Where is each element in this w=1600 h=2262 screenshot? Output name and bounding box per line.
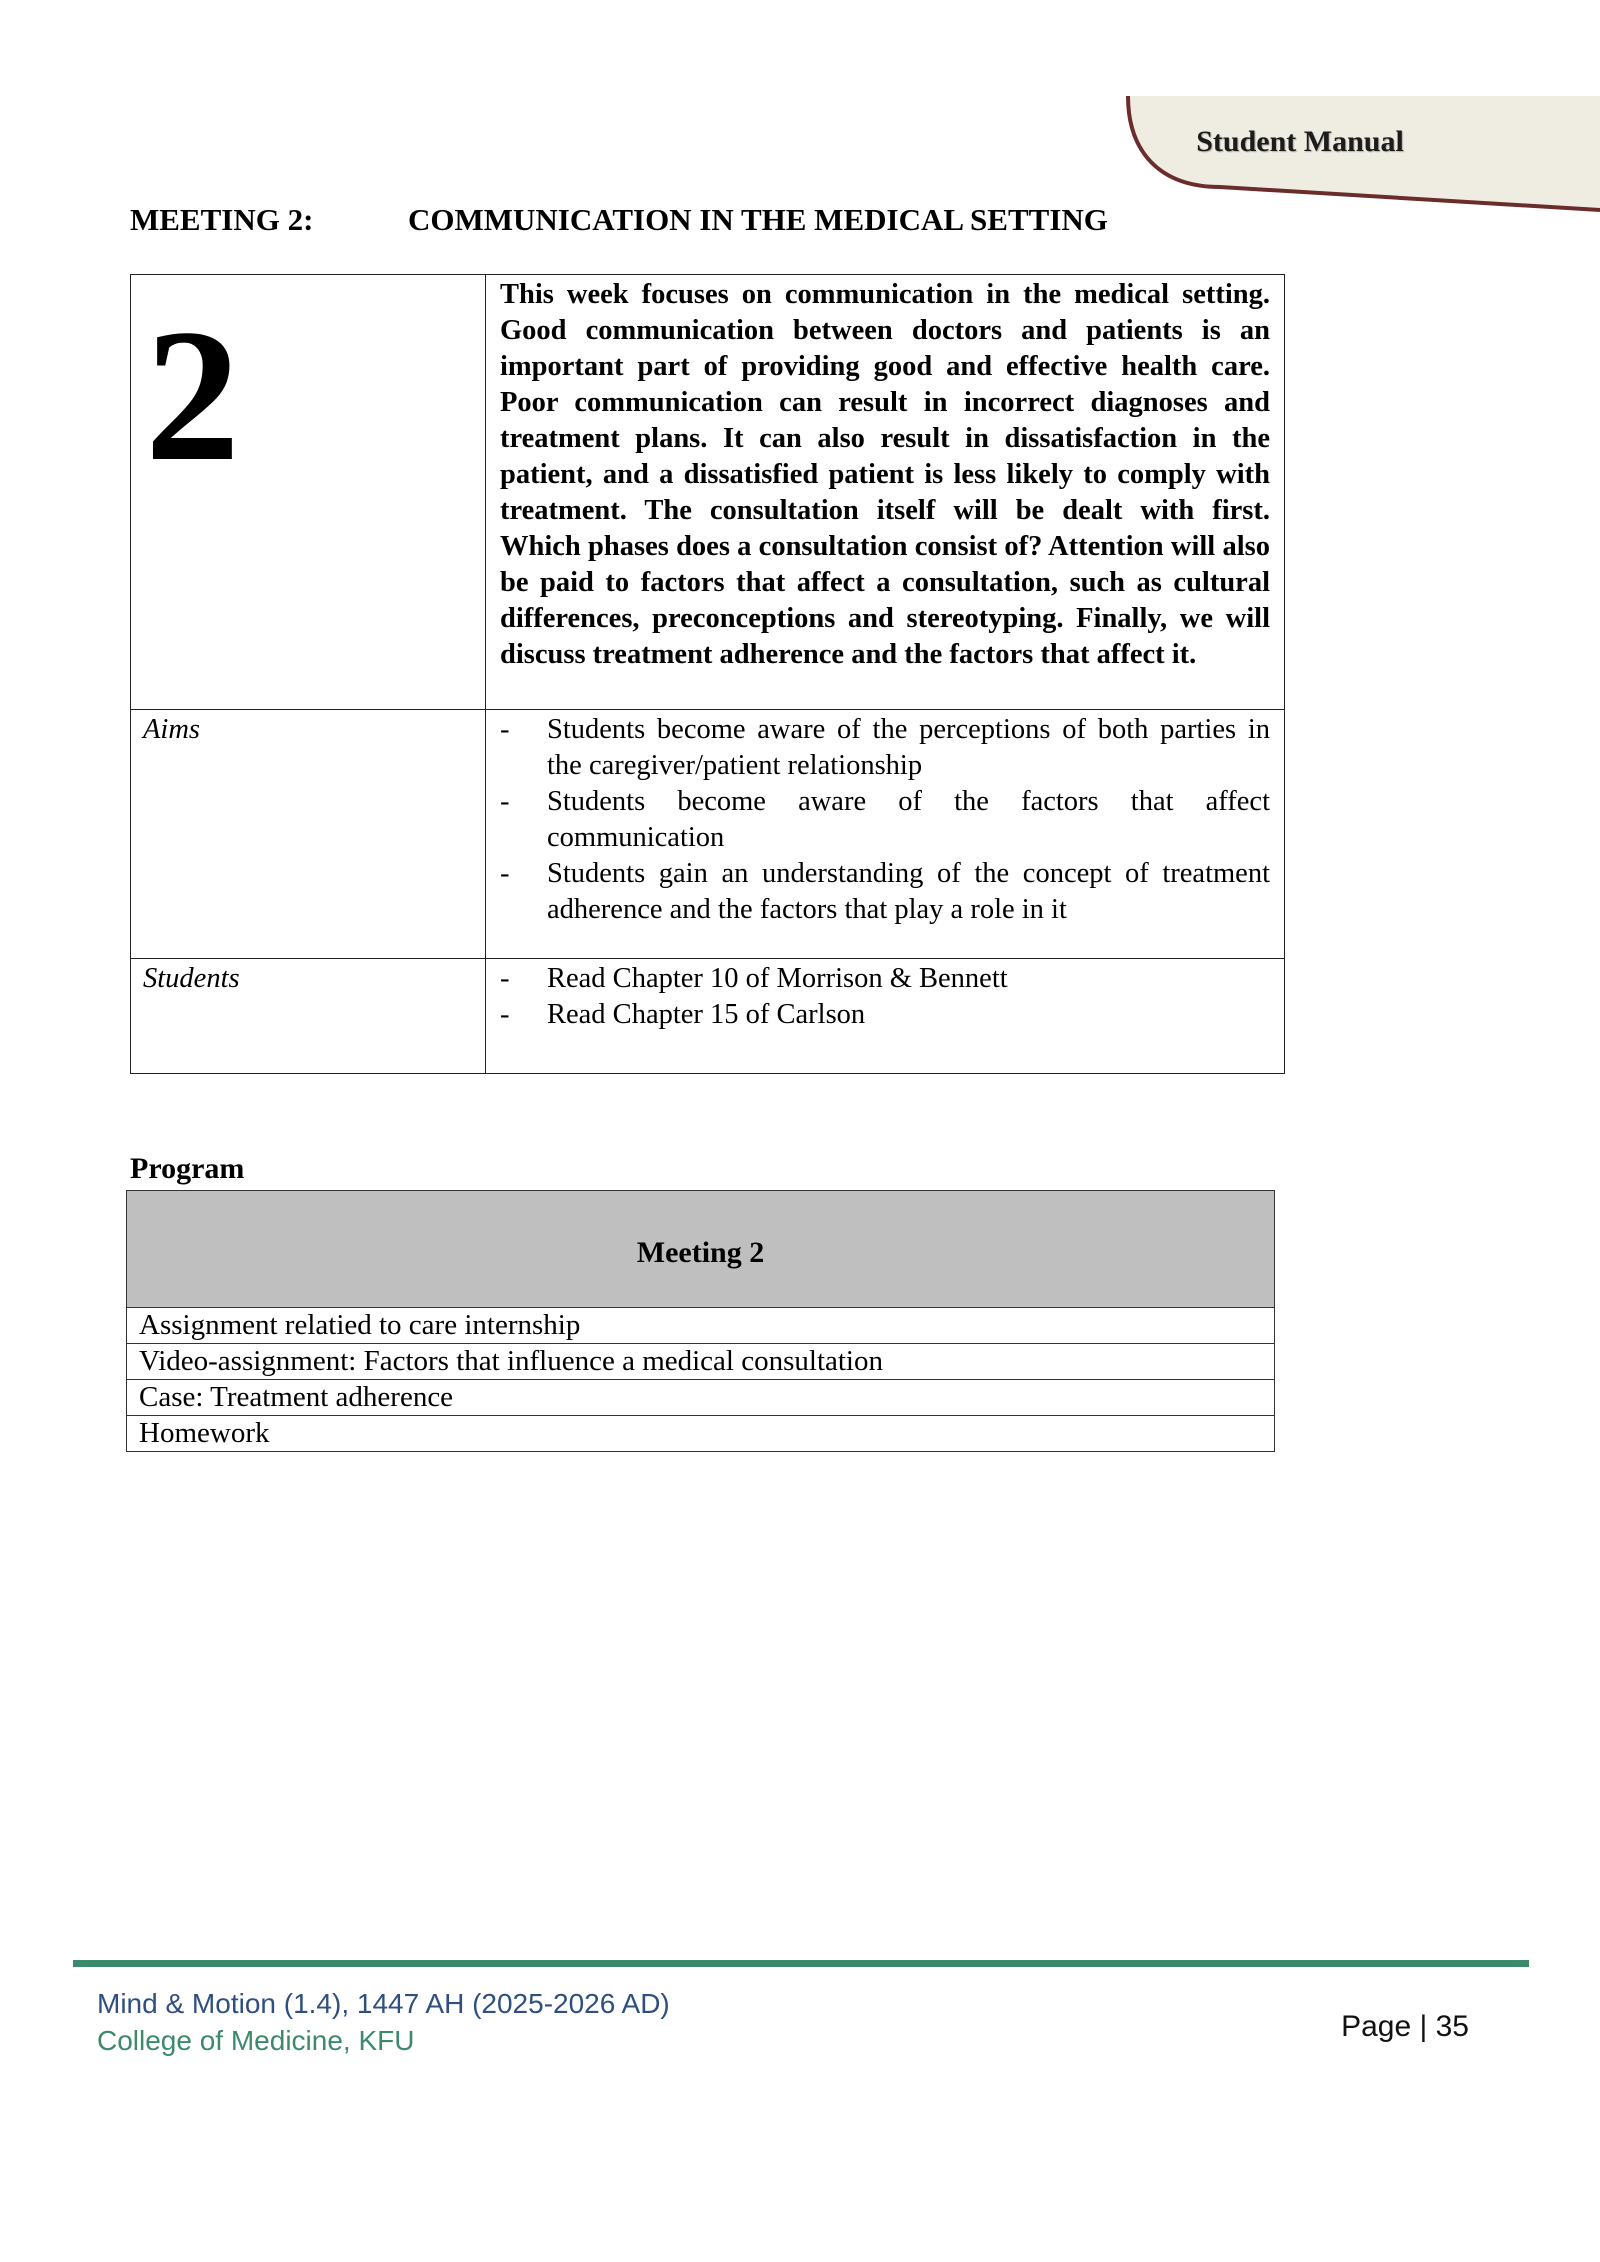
meeting-label: MEETING 2:: [130, 202, 314, 237]
aims-row: [131, 710, 1285, 959]
list-item: [500, 712, 1270, 784]
dash-bullet: -: [500, 999, 510, 1030]
students-cell: [486, 959, 1285, 1074]
meeting-info-table: [130, 274, 1285, 1074]
table-row: [127, 1416, 1275, 1452]
aims-cell: [486, 710, 1285, 959]
intro-text: This week focuses on communication in the medical setting. Good communication between doctors and patients is an important part of providing good and effective health care. Poor communication can result in incorrect diagnoses and treatment plans. It can also result in dissatisfaction in the patient, and a dissatisfied patient is less likely to comply with treatment. The consultation itself will be dealt with first. Which phases does a consultation consist of? Attention will also be paid to factors that affect a consultation, such as cultural differences, preconceptions and stereotyping. Finally, we will discuss treatment adherence and the factors that affect it.: [500, 279, 1270, 670]
table-row: [127, 1344, 1275, 1380]
list-item: [500, 784, 1270, 856]
student-manual-tab: [1120, 92, 1600, 216]
dash-bullet: -: [500, 714, 510, 745]
aim-text: Students gain an understanding of the concept of treatment adherence and the factors that play a role in it: [547, 858, 1270, 925]
tab-label: Student Manual: [1196, 125, 1404, 158]
dash-bullet: -: [500, 858, 510, 889]
page-number: Page | 35: [1341, 2010, 1469, 2043]
program-item: Video-assignment: Factors that influence a medical consultation: [127, 1344, 1275, 1380]
meeting-number: 2: [145, 291, 240, 501]
students-label-cell: [131, 959, 486, 1074]
list-item: [500, 997, 1270, 1033]
reading-text: Read Chapter 15 of Carlson: [547, 999, 866, 1030]
students-list: [500, 961, 1270, 1033]
dash-bullet: -: [500, 786, 510, 817]
aims-label: Aims: [143, 714, 200, 745]
aims-label-cell: [131, 710, 486, 959]
footer-divider: [73, 1960, 1529, 1967]
aims-list: [500, 712, 1270, 928]
students-row: [131, 959, 1285, 1074]
list-item: [500, 961, 1270, 997]
program-item: Assignment relatied to care internship: [127, 1308, 1275, 1344]
dash-bullet: -: [500, 963, 510, 994]
program-header-row: [127, 1191, 1275, 1308]
program-item: Homework: [127, 1416, 1275, 1452]
program-item: Case: Treatment adherence: [127, 1380, 1275, 1416]
list-item: [500, 856, 1270, 928]
program-table-header: Meeting 2: [127, 1191, 1275, 1308]
footer-course-info: Mind & Motion (1.4), 1447 AH (2025-2026 AD): [97, 1988, 670, 2019]
program-title: Program: [130, 1152, 245, 1185]
reading-text: Read Chapter 10 of Morrison & Bennett: [547, 963, 1008, 994]
students-label: Students: [143, 963, 240, 994]
program-table: [126, 1190, 1275, 1452]
table-row: [127, 1380, 1275, 1416]
intro-row: [131, 275, 1285, 710]
aim-text: Students become aware of the factors that affect communication: [547, 786, 1270, 853]
intro-cell: [486, 275, 1285, 710]
aim-text: Students become aware of the perceptions of both parties in the caregiver/patient relationship: [547, 714, 1270, 781]
table-row: [127, 1308, 1275, 1344]
meeting-title: COMMUNICATION IN THE MEDICAL SETTING: [408, 202, 1108, 237]
number-cell: [131, 275, 486, 710]
meeting-heading: [130, 202, 1280, 238]
footer-college: College of Medicine, KFU: [97, 2025, 415, 2056]
